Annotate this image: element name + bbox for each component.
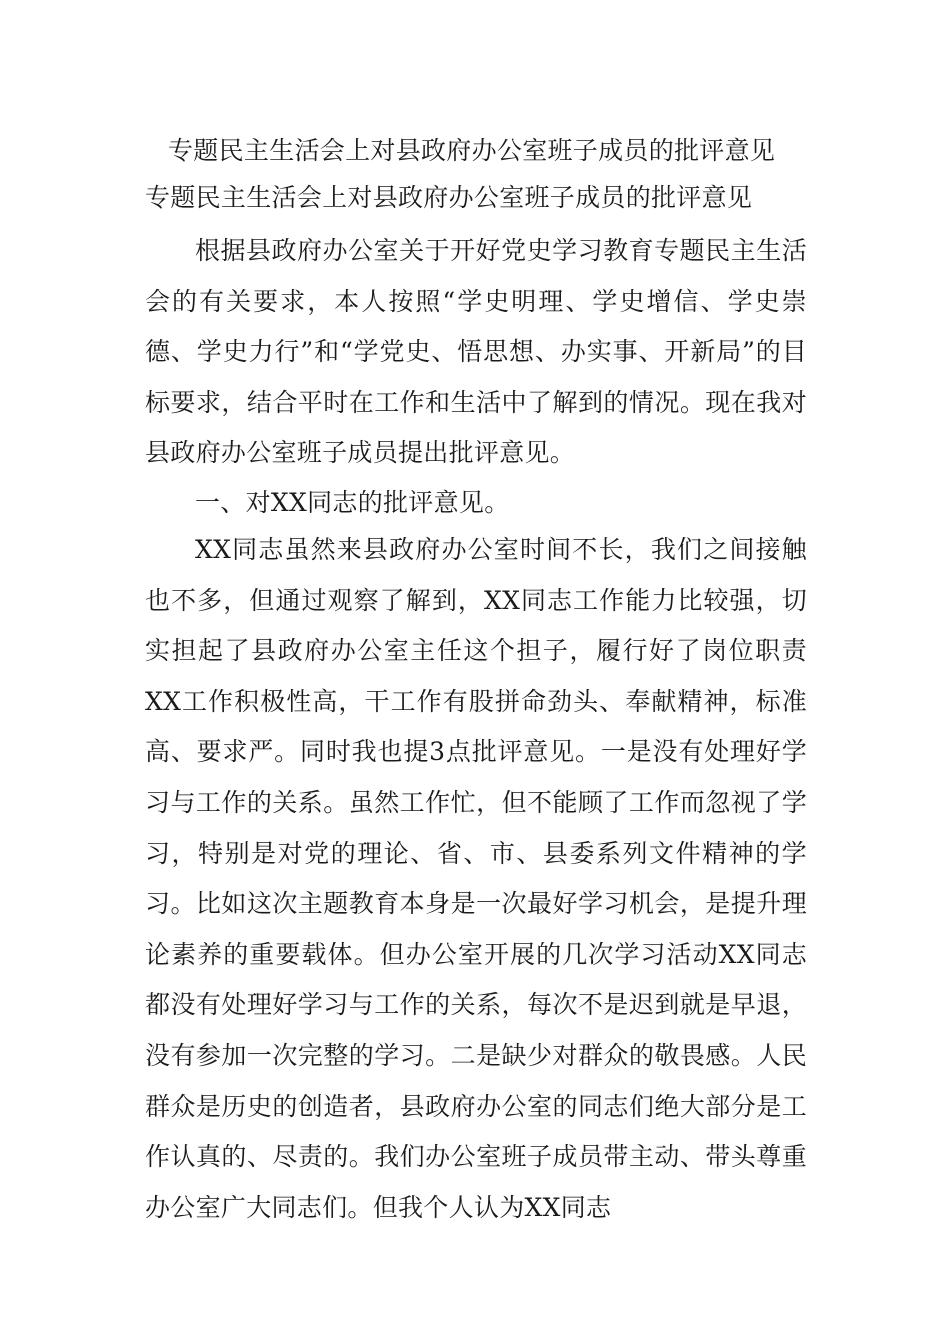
section-heading-1: 一、对XX同志的批评意见。 — [195, 488, 510, 517]
document-subtitle: 专题民主生活会上对县政府办公室班子成员的批评意见 — [145, 183, 753, 212]
body-paragraph-intro: 根据县政府办公室关于开好党史学习教育专题民主生活会的有关要求，本人按照“学史明理、学史增信、学史崇德、学史力行”和“学党史、悟思想、办实事、开新局”的目标要求，结合平时在工作和生活中了解到的情况。现在我对县政府办公室班子成员提出批评意见。 — [145, 236, 807, 468]
body-paragraph-critique: XX同志虽然来县政府办公室时间不长，我们之间接触也不多，但通过观察了解到，XX同志工作能力比较强，切实担起了县政府办公室主任这个担子，履行好了岗位职责XX工作积极性高，干工作有股拼命劲头、奉献精神，标准高、要求严。同时我也提3点批评意见。一是没有处理好学习与工作的关系。虽然工作忙，但不能顾了工作而忽视了学习，特别是对党的理论、省、市、县委系列文件精神的学习。比如这次主题教育本身是一次最好学习机会，是提升理论素养的重要载体。但办公室开展的几次学习活动XX同志都没有处理好学习与工作的关系，每次不是迟到就是早退，没有参加一次完整的学习。二是缺少对群众的敬畏感。人民群众是历史的创造者，县政府办公室的同志们绝大部分是工作认真的、尽责的。我们办公室班子成员带主动、带头尊重办公室广大同志们。但我个人认为XX同志 — [145, 535, 807, 1222]
document-title: 专题民主生活会上对县政府办公室班子成员的批评意见 — [168, 136, 776, 165]
